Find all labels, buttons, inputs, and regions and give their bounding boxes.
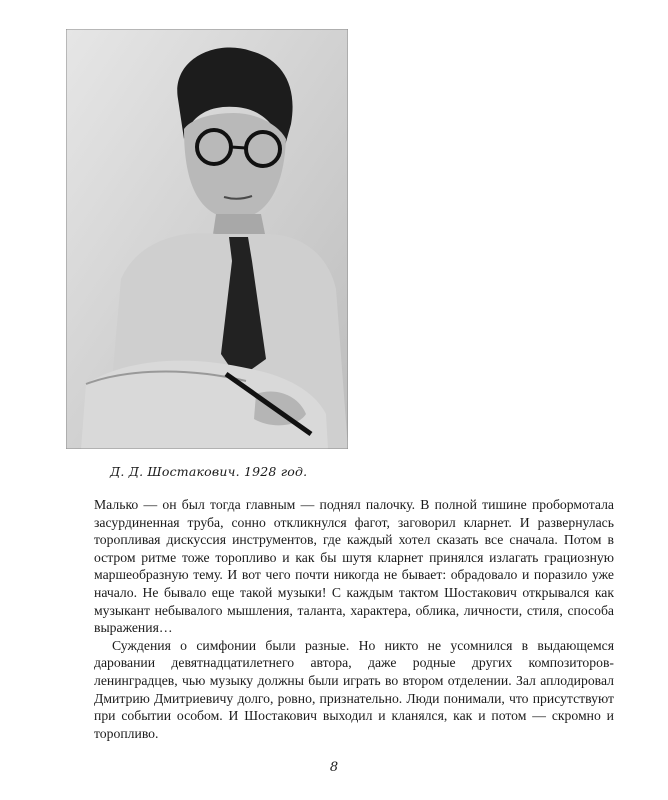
- page-number: 8: [329, 760, 339, 775]
- portrait-photo: [66, 29, 348, 449]
- paragraph: Суждения о симфонии были разные. Но никто не усомнился в выдающемся даровании девятнадцатилетнего автора, даже родные других композиторов-ленинградцев, чью музыку должны были играть во втором отделении. Зал аплодировал Дмитрию Дмитриевичу долго, ровно, признательно. Люди понимали, что присутствуют при событии особом. И Шостакович выходил и кланялся, как и потом — скромно и торопливо.: [94, 637, 614, 741]
- photo-caption: Д. Д. Шостакович. 1928 год.: [110, 464, 308, 479]
- paragraph: Малько — он был тогда главным — поднял палочку. В полной тишине пробормотала засурдиненная труба, сонно откликнулся фагот, заговорил кларнет. И развернулась торопливая дискуссия инструментов, где каждый хотел сказать все сначала. Потом в остром ритме тоже торопливо и как бы шутя кларнет принялся излагать грациозную маршеобразную тему. И вот чего почти никогда не бывает: обрадовало и поразило уже начало. Не бывало еще такой музыки! С каждым тактом Шостакович открывался как музыкант небывалого мышления, таланта, характера, облика, личности, стиля, способа выражения…: [94, 497, 614, 636]
- body-text: [94, 496, 614, 742]
